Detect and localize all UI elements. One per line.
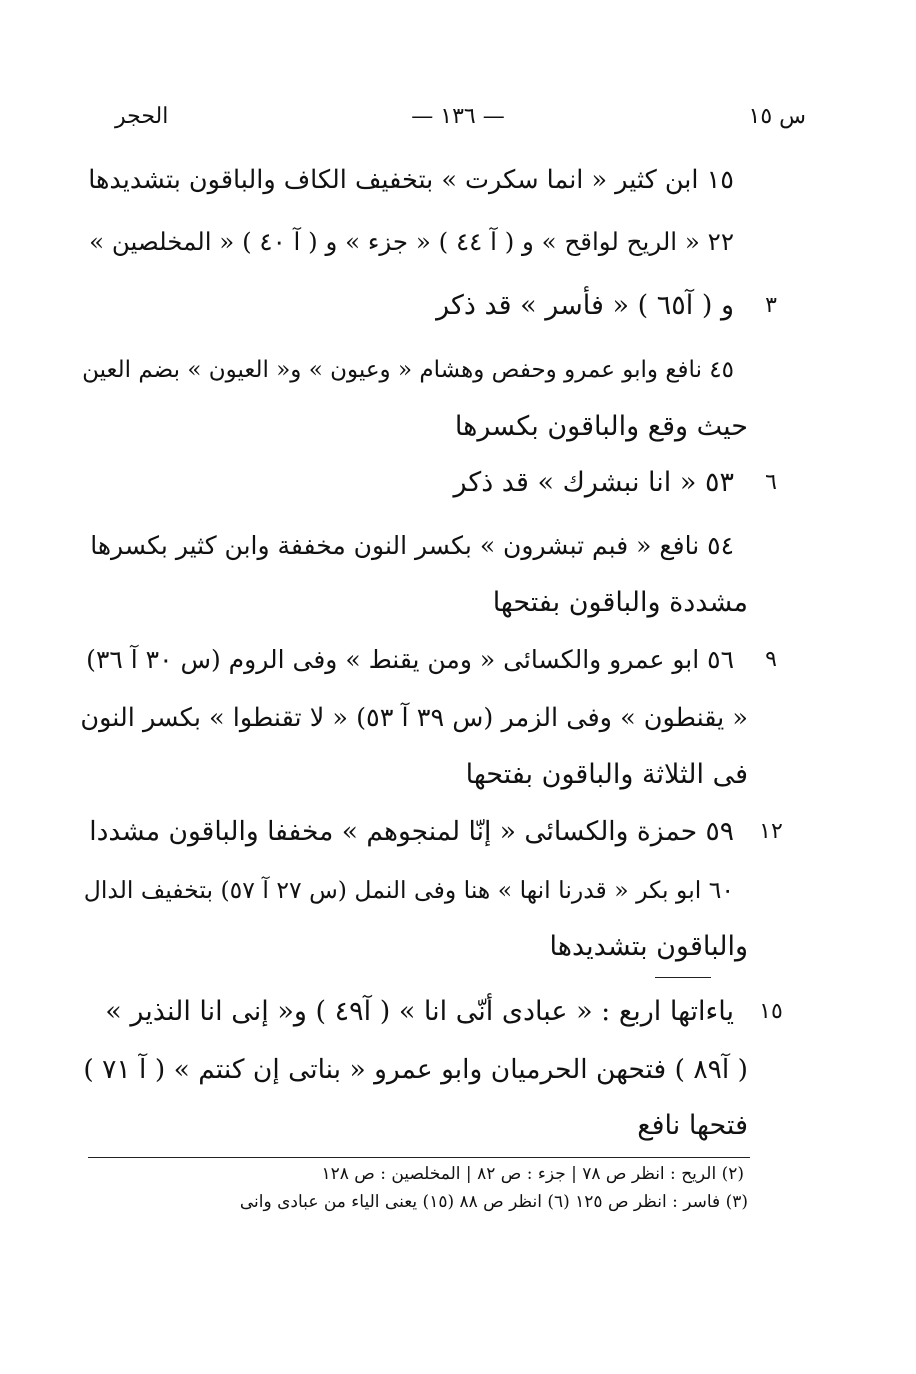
margin-line-number: ١٥ — [759, 999, 783, 1024]
margin-line-number: ٦ — [765, 470, 777, 495]
text-line: مشددة والباقون بفتحها — [492, 587, 748, 618]
text-line: والباقون بتشديدها — [549, 931, 748, 962]
text-line: ٤٥ نافع وابو عمرو وحفص وهشام « وعيون » و« العيون » بضم العين — [82, 357, 734, 383]
text-line: ٥٤ نافع « فبم تبشرون » بكسر النون مخففة وابن كثير بكسرها — [90, 531, 734, 560]
text-line: ٥٩ حمزة والكسائى « إنّا لمنجوهم » مخففا والباقون مشددا — [89, 816, 734, 847]
text-line: ١٥ ابن كثير « انما سكرت » بتخفيف الكاف والباقون بتشديدها — [88, 165, 734, 195]
text-line: ياءاتها اربع : « عبادى أنّى انا » ( آ٤٩ ) و« إنى انا النذير » — [105, 996, 734, 1027]
text-line: ٥٣ « انا نبشرك » قد ذكر — [453, 467, 734, 498]
text-line: ( آ٨٩ ) فتحهن الحرميان وابو عمرو « بناتى إن كنتم » ( آ ٧١ ) — [83, 1054, 748, 1085]
text-line: « يقنطون » وفى الزمر (س ٣٩ آ ٥٣) « لا تقنطوا » بكسر النون — [80, 703, 748, 733]
margin-line-number: ٩ — [765, 647, 777, 672]
margin-line-number: ١٢ — [759, 819, 783, 844]
footnote: (٢) الريح : انظر ص ٧٨ | جزء : ص ٨٢ | المخلصين : ص ١٢٨ — [321, 1164, 744, 1184]
section-divider — [655, 977, 711, 978]
text-line: ٥٦ ابو عمرو والكسائى « ومن يقنط » وفى الروم (س ٣٠ آ ٣٦) — [86, 645, 734, 674]
page-number: — ١٣٦ — — [411, 104, 505, 129]
text-line: ٦٠ ابو بكر « قدرنا انها » هنا وفى النمل (س ٢٧ آ ٥٧) بتخفيف الدال — [83, 876, 734, 904]
footnote: (٣) فاسر : انظر ص ١٢٥ (٦) انظر ص ٨٨ (١٥) يعنى الياء من عبادى وانى — [239, 1192, 748, 1212]
text-line: ٢٢ « الريح لواقح » و ( آ ٤٤ ) « جزء » و ( آ ٤٠ ) « المخلصين » — [89, 227, 734, 256]
sura-name: الحجر — [115, 104, 169, 129]
margin-line-number: ٣ — [765, 293, 777, 318]
sura-marker: س ١٥ — [748, 104, 806, 129]
text-line: فتحها نافع — [637, 1110, 748, 1141]
text-line: فى الثلاثة والباقون بفتحها — [465, 759, 748, 790]
text-line: و ( آ٦٥ ) « فأسر » قد ذكر — [436, 290, 734, 321]
footnote-rule — [88, 1157, 750, 1158]
text-line: حيث وقع والباقون بكسرها — [454, 411, 748, 442]
